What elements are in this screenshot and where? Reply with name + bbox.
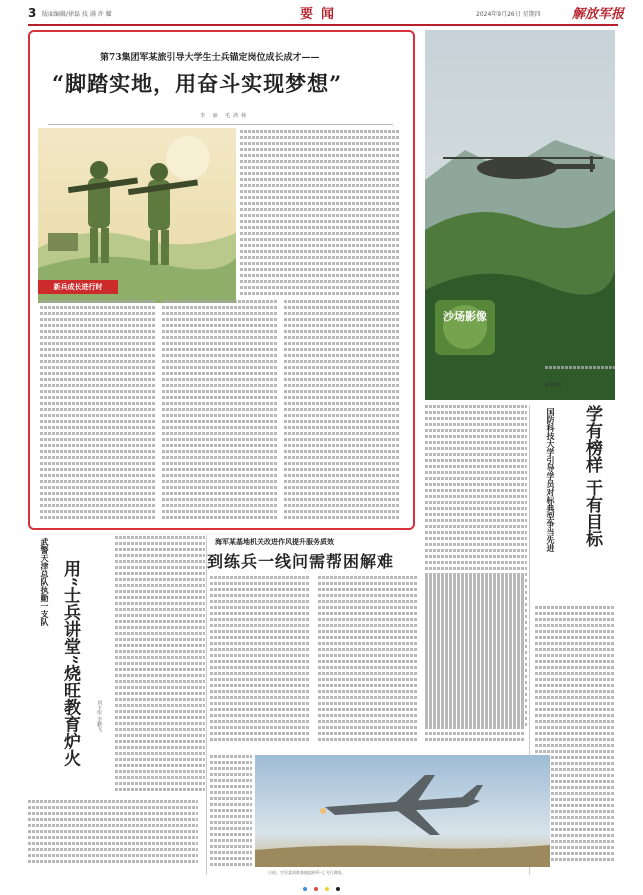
middle-article-kicker: 海军某基地机关改进作风提升服务质效 xyxy=(215,537,334,546)
jet-photo xyxy=(255,755,550,867)
right-article-title: 学有榜样 干有目标 xyxy=(582,405,602,547)
soldier-illustration xyxy=(38,128,236,303)
issue-date: 2024年9月26日 星期四 xyxy=(476,11,541,18)
newspaper-logo: 解放军报 xyxy=(572,7,625,22)
footer-dot xyxy=(314,887,318,891)
jet-photo-graphic xyxy=(255,755,550,867)
feature-article xyxy=(28,30,415,530)
feature-body-col1 xyxy=(40,300,156,525)
right-article-subtitle: 国防科技大学引导学员对标典型争当先进 xyxy=(546,408,556,552)
jet-photo-caption: 日前，空军某训练基地组织歼-七飞行训练。 xyxy=(268,870,346,875)
page-number: 3 xyxy=(28,6,37,20)
header-rule xyxy=(28,24,618,26)
section-title: 要闻 xyxy=(300,7,343,22)
column-badge xyxy=(435,300,495,355)
page-header xyxy=(0,0,643,24)
middle-article-body xyxy=(210,576,525,752)
illustration-graphic xyxy=(38,128,236,303)
left-article-body xyxy=(28,800,198,870)
photo-credit: 赵建得摄 xyxy=(545,382,561,387)
badge-title: 沙场影像 xyxy=(443,310,487,323)
feature-kicker: 第73集团军某旅引导大学生士兵锚定岗位成长成才—— xyxy=(100,53,320,63)
footer-dot xyxy=(336,887,340,891)
column-divider xyxy=(206,535,207,875)
middle-article-title: 到练兵一线问需帮困解难 xyxy=(207,552,395,571)
badge-graphic xyxy=(435,300,495,355)
footer-dot xyxy=(303,887,307,891)
series-banner: 新兵成长进行时 xyxy=(38,280,118,294)
middle-article-body-left xyxy=(210,755,252,870)
photo-caption xyxy=(545,366,615,376)
left-article-subtitle: 武警天津总队执勤一支队 xyxy=(40,538,50,626)
footer-dot xyxy=(325,887,329,891)
left-article-body-col xyxy=(115,536,205,798)
feature-body-col2 xyxy=(162,300,278,525)
feature-body-col3a xyxy=(240,130,400,300)
header-meta: 版面编辑/徐磊 技 满 许 耀 xyxy=(42,11,112,18)
divider xyxy=(48,124,393,125)
left-article-title: 用“士兵讲堂”烧旺教育炉火 xyxy=(60,560,80,767)
feature-title: “脚踏实地，用奋斗实现梦想” xyxy=(52,71,343,96)
feature-body-col3 xyxy=(284,300,400,525)
feature-byline: 李 丽 毛鸿杨 xyxy=(200,113,250,119)
left-article-byline: 刘卞彤 李鹏飞 xyxy=(96,700,102,732)
footer-color-marks xyxy=(0,876,643,895)
